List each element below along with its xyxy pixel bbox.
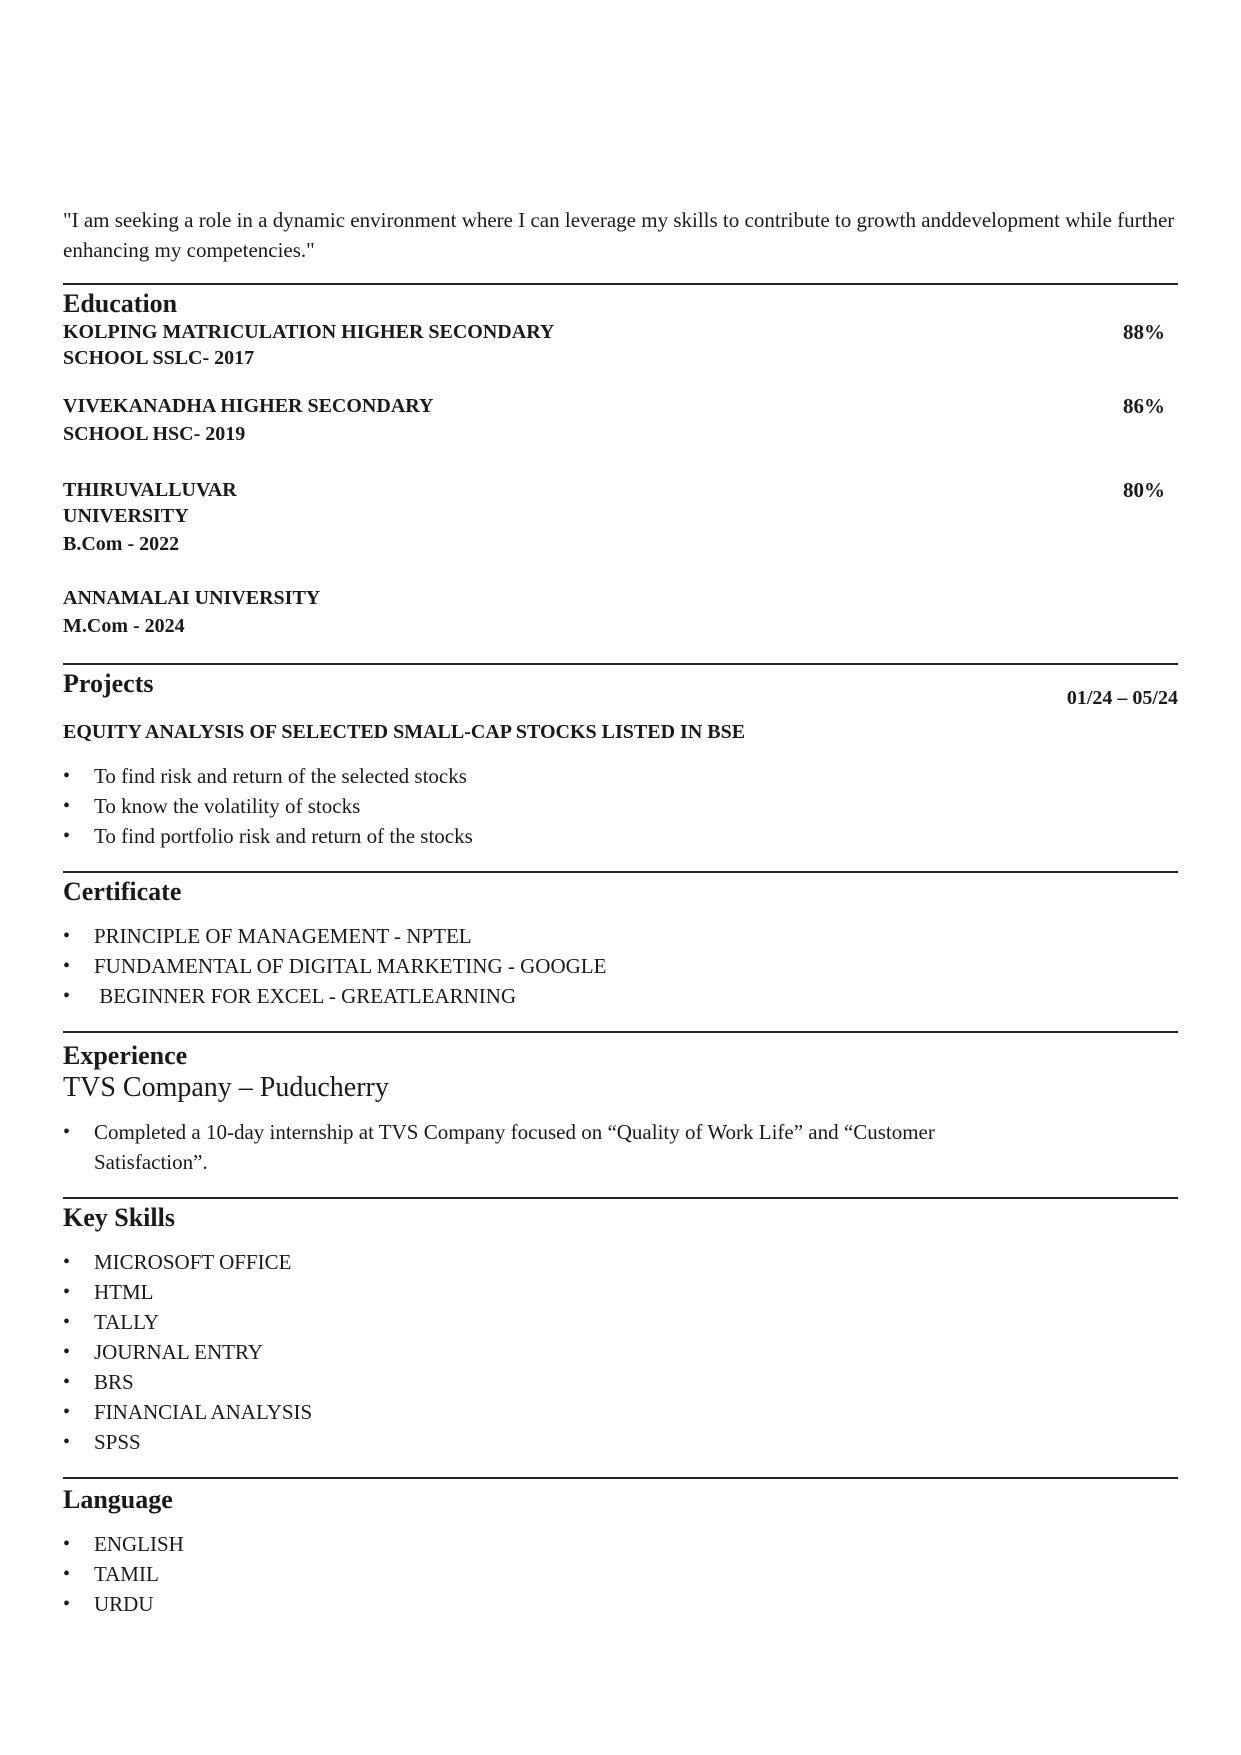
key-skills-heading: Key Skills — [63, 1203, 175, 1232]
education-institution: KOLPING MATRICULATION HIGHER SECONDARY — [63, 321, 555, 343]
education-entry — [63, 585, 1178, 641]
education-qualification: SCHOOL HSC- 2019 — [63, 423, 246, 445]
list-item: • TAMIL — [63, 1559, 1178, 1589]
resume-page — [63, 205, 1178, 1619]
education-percentage: 80% — [1123, 478, 1165, 502]
list-item: • TALLY — [63, 1307, 1178, 1337]
education-institution: ANNAMALAI UNIVERSITY — [63, 587, 321, 609]
language-list — [63, 1529, 1178, 1619]
education-percentage: 88% — [1123, 320, 1165, 344]
career-objective: "I am seeking a role in a dynamic environment where I can leverage my skills to contribute to growth anddevelopment while further enhancing my competencies." — [63, 208, 1175, 262]
project-points — [63, 761, 1178, 851]
experience-company: TVS Company – Puducherry — [63, 1072, 389, 1103]
list-item: • SPSS — [63, 1427, 1178, 1457]
certificate-list — [63, 921, 1178, 1011]
education-institution: THIRUVALLUVAR — [63, 479, 237, 501]
experience-section — [63, 1031, 1178, 1197]
list-item: • To find portfolio risk and return of the stocks — [63, 821, 1178, 851]
list-item: • To find risk and return of the selected stocks — [63, 761, 1178, 791]
education-entry — [63, 393, 1178, 449]
education-entry — [63, 477, 1178, 559]
education-institution: UNIVERSITY — [63, 505, 189, 527]
projects-heading: Projects — [63, 669, 154, 698]
certificate-section — [63, 871, 1178, 1031]
project-header — [63, 669, 1178, 709]
key-skills-section — [63, 1197, 1178, 1477]
list-item: • BRS — [63, 1367, 1178, 1397]
certificate-heading: Certificate — [63, 877, 182, 906]
education-institution: VIVEKANADHA HIGHER SECONDARY — [63, 395, 434, 417]
list-item: • JOURNAL ENTRY — [63, 1337, 1178, 1367]
experience-points — [63, 1117, 1023, 1177]
list-item: • URDU — [63, 1589, 1178, 1619]
list-item: • To know the volatility of stocks — [63, 791, 1178, 821]
projects-section — [63, 663, 1178, 871]
project-title: EQUITY ANALYSIS OF SELECTED SMALL-CAP STOCKS LISTED IN BSE — [63, 721, 746, 743]
list-item: • PRINCIPLE OF MANAGEMENT - NPTEL — [63, 921, 1178, 951]
key-skills-list — [63, 1247, 1178, 1457]
list-item: • FUNDAMENTAL OF DIGITAL MARKETING - GOOGLE — [63, 951, 1178, 981]
list-item: • ENGLISH — [63, 1529, 1178, 1559]
language-heading: Language — [63, 1485, 173, 1514]
education-section — [63, 283, 1178, 663]
education-qualification: M.Com - 2024 — [63, 615, 185, 637]
list-item: • MICROSOFT OFFICE — [63, 1247, 1178, 1277]
education-heading: Education — [63, 289, 178, 318]
education-qualification: B.Com - 2022 — [63, 533, 180, 555]
education-qualification: SCHOOL SSLC- 2017 — [63, 347, 255, 369]
list-item: • HTML — [63, 1277, 1178, 1307]
list-item: • FINANCIAL ANALYSIS — [63, 1397, 1178, 1427]
experience-heading: Experience — [63, 1041, 188, 1070]
education-percentage: 86% — [1123, 394, 1165, 418]
list-item: • BEGINNER FOR EXCEL - GREATLEARNING — [63, 981, 1178, 1011]
language-section — [63, 1477, 1178, 1619]
list-item: • Completed a 10-day internship at TVS Company focused on “Quality of Work Life” and “Customer Satisfaction”. — [63, 1117, 1023, 1177]
education-entry — [63, 319, 1178, 371]
project-date: 01/24 – 05/24 — [1066, 687, 1178, 709]
